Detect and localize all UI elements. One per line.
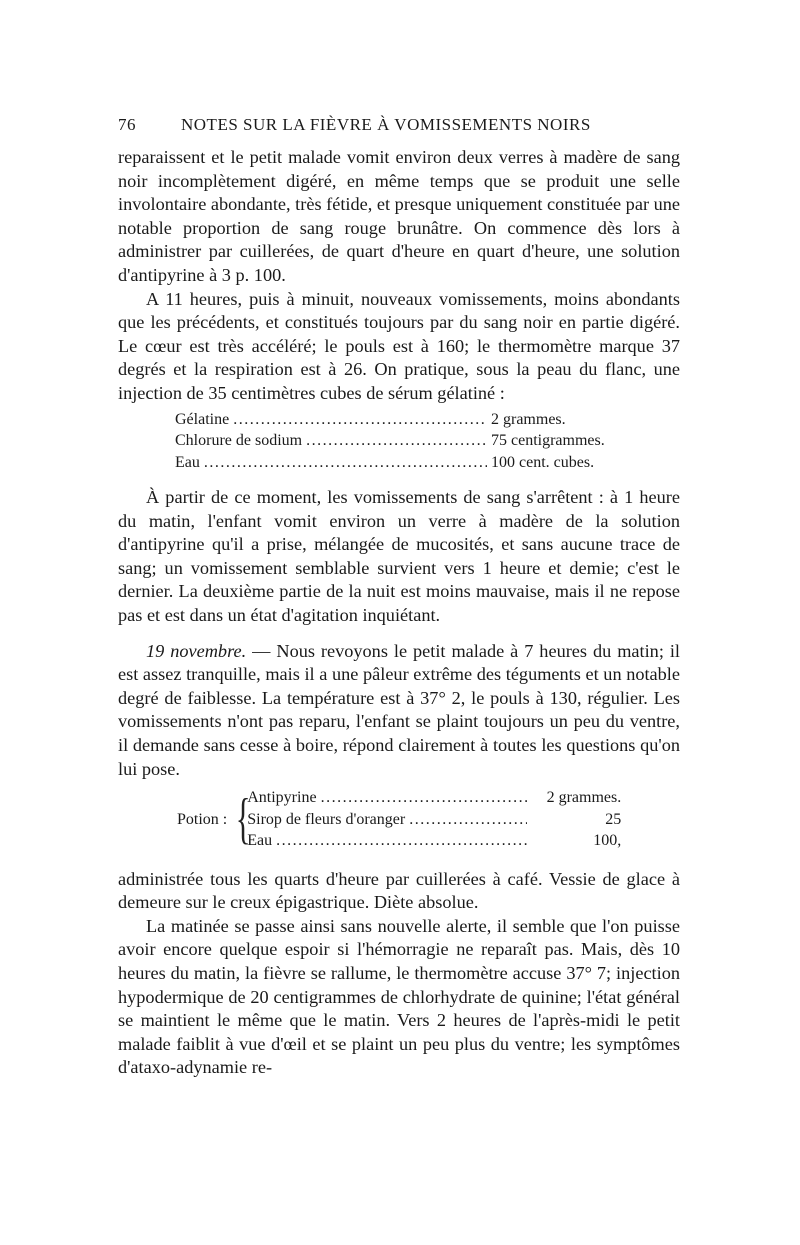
paragraph-matinee: La matinée se passe ainsi sans nouvelle alerte, il semble que l'on puisse avoir encore quelque espoir si l'hémorragie ne reparaît pas. Mais, dès 10 heures du matin, la fièvre se rallume, le thermomètre accuse 37° 7; injection hypodermique de 20 centigrammes de chlorhydrate de quinine; l'état général se maintient le même que le matin. Vers 2 heures de l'après-midi le petit malade faiblit à vue d'œil et se plaint un peu plus du ventre; les symptômes d'ataxo-adynamie re- <box>118 915 680 1078</box>
paragraph-a-partir: À partir de ce moment, les vomissements de sang s'arrêtent : à 1 heure du matin, l'enfant vomit environ un verre à madère de la solution d'antipyrine qu'il a prise, mélangée de mucosités, et sans aucune trace de sang; un vomissement semblable survient vers 1 heure et demie; c'est le dernier. La deuxième partie de la nuit est moins mauvaise, mais il ne repose pas et est dans un état d'agitation inquiétant. <box>118 487 680 625</box>
ingredient-amount: 25 <box>605 810 622 828</box>
paragraph-text: — Nous revoyons le petit malade à 7 heures du matin; il est assez tranquille, mais il a une pâleur extrême des téguments et un notable degré de faiblesse. La température est à 37° 2, le pouls à 130, régulier. Les vomissements n'ont pas reparu, l'enfant se plaint toujours un peu du ventre, il demande sans cesse à boire, répond clairement à toutes les questions qu'on lui pose. <box>118 640 681 779</box>
paragraph-11-heures: A 11 heures, puis à minuit, nouveaux vomissements, moins abondants que les précédents, et constitués toujours par du sang noir en partie digéré. Le cœur est très accéléré; le pouls est à 160; le thermomètre marque 37 degrés et la respiration est à 26. On pratique, sous la peau du flanc, une injection de 35 centimètres cubes de sérum gélatiné : <box>118 288 680 403</box>
page-body <box>118 146 680 1080</box>
table-row <box>247 830 621 852</box>
paragraph-continuation: reparaissent et le petit malade vomit environ deux verres à madère de sang noir incomplètement digéré, en même temps que se produit une selle involontaire abondante, très fétide, et presque uniquement constituée par une notable proportion de sang rouge brunâtre. On commence dès lors à administrer par cuillerées, de quart d'heure en quart d'heure, une solution d'antipyrine à 3 p. 100. <box>118 147 680 285</box>
table-row <box>175 452 622 474</box>
table-row <box>175 409 622 431</box>
table-row <box>175 430 622 452</box>
serum-composition-table <box>175 409 622 474</box>
leader-dots <box>409 809 527 831</box>
ingredient-amount: 100, <box>593 832 622 850</box>
ingredient-amount: 2 grammes. <box>491 410 566 428</box>
leader-dots <box>306 430 487 452</box>
ingredient-label: Sirop de fleurs d'oranger <box>247 810 406 828</box>
ingredient-label: Chlorure de sodium <box>175 432 303 450</box>
page-number: 76 <box>118 115 136 134</box>
ingredient-amount: 2 grammes. <box>546 789 622 807</box>
table-row <box>247 809 621 831</box>
potion-items <box>247 787 621 852</box>
date-heading: 19 novembre. <box>146 640 247 661</box>
brace-icon: { <box>235 788 251 851</box>
leader-dots <box>276 830 527 852</box>
leader-dots <box>321 787 528 809</box>
potion-label: Potion : <box>177 810 228 828</box>
leader-dots <box>204 452 487 474</box>
ingredient-label: Gélatine <box>175 410 230 428</box>
potion-prescription <box>177 787 680 852</box>
ingredient-amount: 75 centigrammes. <box>491 432 605 450</box>
ingredient-amount: 100 cent. cubes. <box>491 453 595 471</box>
ingredient-label: Eau <box>175 453 200 471</box>
ingredient-label: Eau <box>247 832 273 850</box>
leader-dots <box>233 409 487 431</box>
ingredient-label: Antipyrine <box>247 789 317 807</box>
running-title: NOTES SUR LA FIÈVRE À VOMISSEMENTS NOIRS <box>181 115 591 134</box>
paragraph-administree: administrée tous les quarts d'heure par cuillerées à café. Vessie de glace à demeure sur le creux épigastrique. Diète absolue. <box>118 868 680 913</box>
paragraph-19-novembre <box>118 640 680 782</box>
table-row <box>247 787 621 809</box>
